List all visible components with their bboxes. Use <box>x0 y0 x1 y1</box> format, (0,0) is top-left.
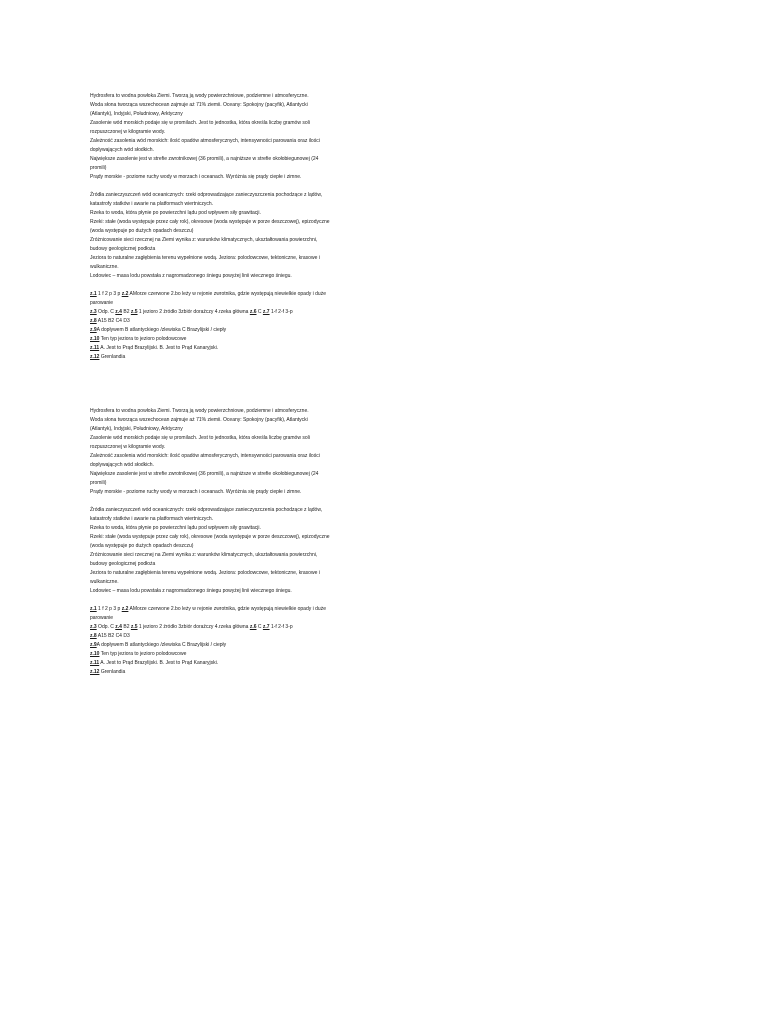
task-number: z.5 <box>130 309 138 315</box>
answer-text: B2 <box>121 624 131 630</box>
answer-line <box>90 650 330 659</box>
task-number: z.8 <box>90 318 97 324</box>
answer-text: Ten typ jeziora to jezioro polodowcowe <box>99 651 187 657</box>
answer-text: A15 B2 C4 D3 <box>96 318 130 324</box>
task-number: z.8 <box>90 633 97 639</box>
task-number: z.11 <box>90 345 100 351</box>
note-paragraph: Rzeka to woda, która płynie po powierzchni lądu pod wpływem siły grawitacji. <box>90 210 261 216</box>
answer-line <box>90 317 330 326</box>
answer-text: B2 <box>121 309 131 315</box>
task-number: z.3 <box>90 309 97 315</box>
answer-text: 1 f 2 p 3 p <box>96 291 122 297</box>
task-number: z.6 <box>249 309 257 315</box>
task-number: z.11 <box>90 660 100 666</box>
answer-line <box>90 632 330 641</box>
note-paragraph: Woda słona tworząca wszechocean zajmuje aż 71% ziemii. Oceany: Spokojny (pacyfik), Atlantycki (Atlantyk), Indyjski, Południowy, Arktyczny <box>90 417 310 432</box>
answer-line <box>90 308 330 317</box>
task-number: z.12 <box>90 354 100 360</box>
answer-text: A. Jest to Prąd Brazylijski. B. Jest to Prąd Kanaryjski. <box>99 345 219 351</box>
answer-text: AMorze czerwone 2.bo leży w rejonie zwrotnika, gdzie występują niewielkie opady i duże parowanie <box>90 291 328 306</box>
task-number: z.12 <box>90 669 100 675</box>
answer-line <box>90 326 330 335</box>
note-paragraph: Źródła zanieczyszczeń wód oceanicznych: rzeki odprowadzające zanieczyszczenia pochodzące z lądów, katastrofy statków i awarie na platformach wiertniczych. <box>90 192 324 207</box>
task-number: z.9 <box>90 642 97 648</box>
answer-text: 1 f 2 p 3 p <box>96 606 122 612</box>
task-number: z.7 <box>262 309 270 315</box>
note-paragraph: Lodowiec – masa lodu powstała z nagromadzonego śniegu powyżej linii wiecznego śniegu. <box>90 588 292 594</box>
task-number: z.10 <box>90 651 100 657</box>
notes-block-2 <box>90 407 330 677</box>
note-paragraph: Rzeki: stałe (woda występuje przez cały rok), okresowe (woda występuje w porze deszczowej), epizodyczne (woda występuje po dużych opadach deszczu) <box>90 219 331 234</box>
spacer <box>90 281 330 290</box>
answer-text: A dopływem B atlantyckiego /zlewiska C Brazylijski / ciepły <box>96 327 227 333</box>
answer-line <box>90 290 330 308</box>
answer-line <box>90 623 330 632</box>
note-paragraph: Zróżnicowanie sieci rzecznej na Ziemi wynika z: warunków klimatycznych, ukształtowania powierzchni, budowy geologicznej podłoża <box>90 237 319 252</box>
note-paragraph: Zróżnicowanie sieci rzecznej na Ziemi wynika z: warunków klimatycznych, ukształtowania powierzchni, budowy geologicznej podłoża <box>90 552 319 567</box>
task-number: z.10 <box>90 336 100 342</box>
task-number: z.1 <box>90 291 97 297</box>
note-paragraph: Woda słona tworząca wszechocean zajmuje aż 71% ziemii. Oceany: Spokojny (pacyfik), Atlantycki (Atlantyk), Indyjski, Południowy, Arktyczny <box>90 102 310 117</box>
task-number: z.2 <box>121 606 129 612</box>
answer-text: A. Jest to Prąd Brazylijski. B. Jest to Prąd Kanaryjski. <box>99 660 219 666</box>
task-number: z.4 <box>115 624 122 630</box>
note-paragraph: Hydrosfera to wodna powłoka Ziemi. Tworzą ją wody powierzchniowe, podziemne i atmosferyczne. <box>90 93 309 99</box>
note-paragraph: Zasolenie wód morskich podaje się w promilach. Jest to jednostka, która określa liczbę gramów soli rozpuszczonej w kilogramie wody. <box>90 435 312 450</box>
note-paragraph: Hydrosfera to wodna powłoka Ziemi. Tworzą ją wody powierzchniowe, podziemne i atmosferyczne. <box>90 408 309 414</box>
answer-line <box>90 605 330 623</box>
note-paragraph: Źródła zanieczyszczeń wód oceanicznych: rzeki odprowadzające zanieczyszczenia pochodzące z lądów, katastrofy statków i awarie na platformach wiertniczych. <box>90 507 324 522</box>
answer-text: A15 B2 C4 D3 <box>96 633 130 639</box>
spacer <box>90 497 330 506</box>
task-number: z.1 <box>90 606 97 612</box>
task-number: z.2 <box>121 291 129 297</box>
answer-text: 1 jezioro 2 źródło 3zbiór doraźczy 4.rzeka główna <box>137 309 250 315</box>
note-paragraph: Rzeka to woda, która płynie po powierzchni lądu pod wpływem siły grawitacji. <box>90 525 261 531</box>
note-paragraph: Zależność zasolenia wód morskich: ilość opadów atmosferycznych, intensywności parowania oraz ilości dopływających wód słodkich. <box>90 138 322 153</box>
note-paragraph: Największe zasolenie jest w strefie zwrotnikowej (36 promili), a najniższe w strefie okołobiegunowej (24 promili) <box>90 156 320 171</box>
task-number: z.3 <box>90 624 97 630</box>
answer-text: Odp. C <box>96 309 116 315</box>
task-number: z.9 <box>90 327 97 333</box>
answer-text: Odp. C <box>96 624 116 630</box>
task-number: z.7 <box>262 624 270 630</box>
note-paragraph: Jeziora to naturalne zagłębienia terenu wypełnione wodą. Jeziora: polodowcowe, tektoniczne, krasowe i wulkaniczne. <box>90 570 322 585</box>
note-paragraph: Największe zasolenie jest w strefie zwrotnikowej (36 promili), a najniższe w strefie okołobiegunowej (24 promili) <box>90 471 320 486</box>
note-paragraph: Prądy morskie - poziome ruchy wody w morzach i oceanach. Wyróżnia się prądy ciepłe i zimne. <box>90 174 302 180</box>
answer-line <box>90 353 330 362</box>
answer-text: C <box>256 624 263 630</box>
note-paragraph: Jeziora to naturalne zagłębienia terenu wypełnione wodą. Jeziora: polodowcowe, tektoniczne, krasowe i wulkaniczne. <box>90 255 322 270</box>
answer-text: A dopływem B atlantyckiego /zlewiska C Brazylijski / ciepły <box>96 642 227 648</box>
task-number: z.5 <box>130 624 138 630</box>
answer-text: Ten typ jeziora to jezioro polodowcowe <box>99 336 187 342</box>
answer-text: 1 jezioro 2 źródło 3zbiór doraźczy 4.rzeka główna <box>137 624 250 630</box>
spacer <box>90 596 330 605</box>
answer-text: Grenlandia <box>99 669 126 675</box>
answer-line <box>90 641 330 650</box>
task-number: z.6 <box>249 624 257 630</box>
notes-block-1 <box>90 92 330 362</box>
note-paragraph: Prądy morskie - poziome ruchy wody w morzach i oceanach. Wyróżnia się prądy ciepłe i zimne. <box>90 489 302 495</box>
note-paragraph: Rzeki: stałe (woda występuje przez cały rok), okresowe (woda występuje w porze deszczowej), epizodyczne (woda występuje po dużych opadach deszczu) <box>90 534 331 549</box>
answer-text: C <box>256 309 263 315</box>
answer-text: Grenlandia <box>99 354 126 360</box>
answer-text: 1-f 2-f 3-p <box>269 624 293 630</box>
answer-text: AMorze czerwone 2.bo leży w rejonie zwrotnika, gdzie występują niewielkie opady i duże parowanie <box>90 606 328 621</box>
answer-line <box>90 659 330 668</box>
spacer <box>90 182 330 191</box>
note-paragraph: Zależność zasolenia wód morskich: ilość opadów atmosferycznych, intensywności parowania oraz ilości dopływających wód słodkich. <box>90 453 322 468</box>
note-paragraph: Lodowiec – masa lodu powstała z nagromadzonego śniegu powyżej linii wiecznego śniegu. <box>90 273 292 279</box>
answer-text: 1-f 2-f 3-p <box>269 309 293 315</box>
answer-line <box>90 335 330 344</box>
note-paragraph: Zasolenie wód morskich podaje się w promilach. Jest to jednostka, która określa liczbę gramów soli rozpuszczonej w kilogramie wody. <box>90 120 312 135</box>
task-number: z.4 <box>115 309 122 315</box>
answer-line <box>90 344 330 353</box>
answer-line <box>90 668 330 677</box>
